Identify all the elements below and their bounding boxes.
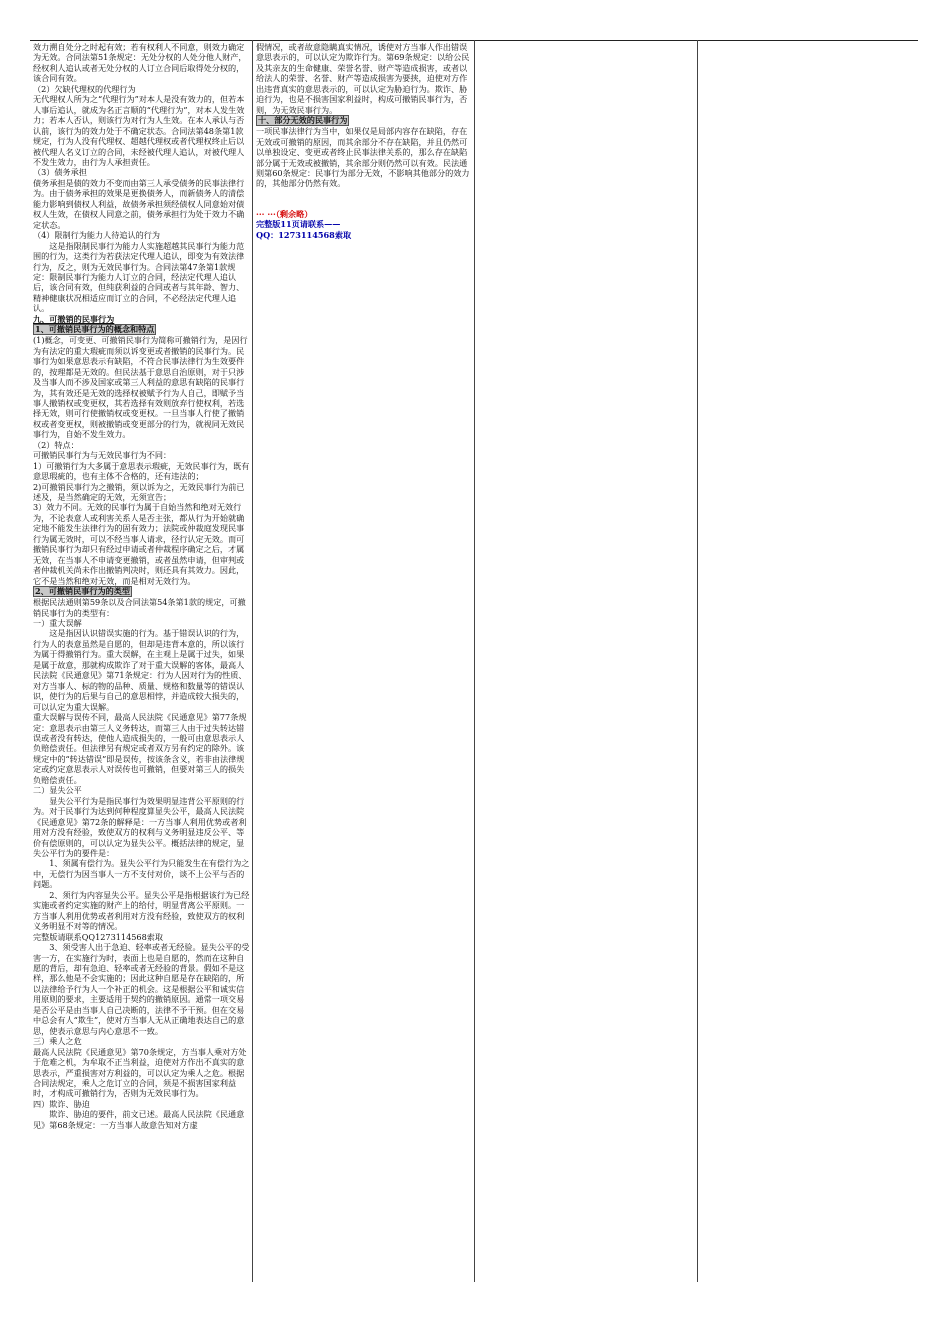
section-heading-9: 九、可撤销的民事行为 (33, 313, 115, 324)
paragraph: 显失公平行为是指民事行为效果明显违背公平原则的行为。对于民事行为达到何种程度算显失公平，最高人民法院《民通意见》第72条的解释是：一方当事人利用优势或者利用对方没有经验，致使双方的权利与义务明显违反公平、等价有偿原则的，可以认定为显失公平。概括法律的规定，显失公平行为的要件是： (33, 795, 247, 858)
paragraph: 3）效力不同。无效的民事行为属于自始当然和绝对无效行为，不论表意人或利害关系人是否主张，都从行为开始就确定地不能发生法律行为的固有效力；法院或仲裁庭发现民事行为属无效时，可以不经当事人请求，径行认定无效。而可撤销民事行为却只有经过申请或者仲裁程序确定之后，才属无效，在当事人不申请变更撤销，或者虽然申请，但审判或者仲裁机关尚未作出撤销判决时，则还具有其效力。因此，它不是当然和绝对无效，而是相对无效行为。 (33, 502, 245, 586)
paragraph: 三）乘人之危 (33, 1036, 82, 1047)
paragraph: 1、须属有偿行为。显失公平行为只能发生在有偿行为之中，无偿行为因当事人一方不支付对价，谈不上公平与否的问题。 (33, 858, 250, 890)
section-heading-10: 十、部分无效的民事行为 (258, 115, 348, 126)
qq-contact: QQ：1273114568索取 (256, 229, 352, 240)
paragraph: 一项民事法律行为当中，如果仅是局部内容存在缺陷，存在无效或可撤销的原因，而其余部分不存在缺陷，并且仍然可以单独设定、变更或者终止民事法律关系的，那么存在缺陷部分属于无效或被撤销，其余部分则仍然可以有效。民法通则第60条规定：民事行为部分无效，不影响其他部分的效力的，其他部分仍然有效。 (256, 126, 470, 189)
column-divider-3 (697, 40, 698, 1282)
contact-note: 完整版请联系QQ1273114568索取 (33, 931, 164, 942)
paragraph: （2）欠缺代理权的代理行为 (33, 83, 136, 94)
paragraph: 最高人民法院《民通意见》第70条规定，方当事人乘对方处于危难之机，为牟取不正当利益，迫使对方作出不真实的意思表示，严重损害对方利益的，可以认定为乘人之危。根据合同法规定，乘人之危订立的合同，须是不损害国家利益时，才构成可撤销行为，否则为无效民事行为。 (33, 1046, 247, 1099)
subsection-heading-9-1: 1、可撤销民事行为的概念和特点 (35, 324, 155, 335)
column-2 (256, 42, 473, 240)
column-divider-2 (474, 40, 475, 1282)
paragraph: 1）可撤销行为大多属于意思表示瑕疵，无效民事行为，既有意思瑕疵的，也有主体不合格的，还有违法的； (33, 460, 250, 482)
column-1 (33, 42, 250, 1282)
paragraph: 3、须受害人出于急迫、轻率或者无经验。显失公平的受害一方，在实施行为时，表面上也是自愿的，然而在这种自愿的背后，却有急迫、轻率或者无经验的背景。假如不是这样，那么他是不会实施的；因此这种自愿是存在缺陷的，所以法律给予行为人一个补正的机会。这是根据公平和诚实信用原则的要求，主要适用于契约的撤销原因。通常一项交易是否公平是由当事人自己决断的，法律不予干预。但在交易中总会有人“欺生”，使对方当事人无从正确地表达自己的意思，使表示意思与内心意思不一致。 (33, 942, 250, 1036)
paragraph: 这是指因认识错误实施的行为。基于错误认识的行为，行为人的表意虽然是自愿的，但却是违背本意的，所以该行为属于得撤销行为。重大误解，在主观上是属于过失，如果是属于故意，那就构成欺诈了对于重大误解的客体，最高人民法院《民通意见》第71条规定：行为人因对行为的性质、对方当事人、标的物的品种、质量、规格和数量等的错误认识，使行为的后果与自己的意思相悖，并造成较大损失的，可以认定为重大误解。 (33, 628, 247, 712)
paragraph: （4）限制行为能力人待追认的行为 (33, 230, 161, 241)
full-version-note: 完整版11页请联系—— (256, 219, 341, 230)
column-divider-1 (252, 40, 253, 1282)
omitted-note: ··· ···（剩余略） (256, 208, 313, 219)
subsection-heading-9-2: 2、可撤销民事行为的类型 (35, 586, 131, 597)
paragraph: 这是指限制民事行为能力人实施超越其民事行为能力范围的行为，这类行为若获法定代理人追认，即变为有效法律行为，反之，则为无效民事行为。合同法第47条第1款规定：限制民事行为能力人订立的合同，经法定代理人追认后，该合同有效，但纯获利益的合同或者与其年龄、智力、精神健康状况相适应而订立的合同，不必经法定代理人追认。 (33, 240, 245, 314)
paragraph: （3）债务承担 (33, 167, 87, 178)
paragraph: 无代理权人所为之“代理行为”对本人是没有效力的，但若本人事后追认，就成为名正言顺的“代理行为”，对本人发生效力；若本人否认，则该行为对行为人生效。在本人承认与否认前，该行为的效力处于不确定状态。合同法第48条第1款规定，行为人没有代理权、超越代理权或者代理权终止后以被代理人名义订立的合同，未经被代理人追认，对被代理人不发生效力，由行为人承担责任。 (33, 94, 245, 167)
paragraph: 债务承担是债的效力不变而由第三人承受债务的民事法律行为。由于债务承担的效果是更换债务人，而新债务人的清偿能力影响到债权人利益，故债务承担须经债权人同意始对债权人生效，在债权人同意之前，债务承担行为处于效力不确定状态。 (33, 177, 245, 230)
paragraph: 根据民法通则第59条以及合同法第54条第1款的规定，可撤销民事行为的类型有： (33, 597, 246, 618)
paragraph: (1)概念，可变更、可撤销民事行为简称可撤销行为，是因行为有法定的重大瑕疵而须以诉变更或者撤销的民事行为。民事行为如果意思表示有缺陷，不符合民事法律行为生效要件的，按理都是无效的。但民法基于意思自治原则，对于只涉及当事人而不涉及国家或第三人利益的意思有缺陷的民事行为，其有效还是无效的选择权被赋予行为人自己，即赋予当事人撤销权或变更权，其若选择有效则放弃行使权利，若选择无效，则可行使撤销权或变更权。一旦当事人行使了撤销权或者变更权，则被撤销或变更部分的行为，就视同无效民事行为，自始不发生效力。 (33, 335, 248, 440)
paragraph: 2、须行为内容显失公平。显失公平是指根据该行为已经实施或者约定实施的财产上的给付，明显背离公平原则。一方当事人利用优势或者利用对方没有经验，致使双方的权利义务明显不对等的情况。 (33, 889, 250, 932)
paragraph: 欺诈、胁迫的要件，前文已述。最高人民法院《民通意见》第68条规定：一方当事人故意告知对方虚 (33, 1109, 245, 1130)
paragraph: 效力溯自处分之时起有效；若有权利人不同意，则效力确定为无效。合同法第51条规定：无处分权的人处分他人财产，经权利人追认或者无处分权的人订立合同后取得处分权的，该合同有效。 (33, 42, 247, 84)
paragraph: （2）特点： (33, 439, 79, 450)
paragraph: 2)可撤销民事行为之撤销，须以诉为之，无效民事行为前已述及，是当然确定的无效，无须宣告； (33, 481, 245, 503)
paragraph: 可撤销民事行为与无效民事行为不同： (33, 450, 172, 461)
paragraph: 重大误解与误传不同，最高人民法院《民通意见》第77条规定：意思表示由第三人义务转达，而第三人由于过失转达错误或者没有转达，使他人造成损失的，一般可由意思表示人负赔偿责任。但法律另有规定或者双方另有约定的除外。该规定中的“转达错误”即是误传，按该条含义，若非由法律规定或约定意思表示人对误传也可撤销，但要对第三人的损失负赔偿责任。 (33, 712, 247, 785)
paragraph: 四）欺诈、胁迫 (33, 1098, 90, 1109)
paragraph: 二）显失公平 (33, 785, 82, 796)
paragraph: 假情况，或者故意隐瞒真实情况，诱使对方当事人作出错误意思表示的，可以认定为欺诈行为。第69条规定：以给公民及其亲友的生命健康、荣誉名誉、财产等造成损害，或者以给法人的荣誉、名誉、财产等造成损害为要挟，迫使对方作出违背真实的意思表示的，可以认定为胁迫行为。欺诈、胁迫行为，也是不损害国家利益时，构成可撤销民事行为，否则，为无效民事行为。 (256, 42, 470, 115)
paragraph: 一）重大误解 (33, 618, 82, 629)
